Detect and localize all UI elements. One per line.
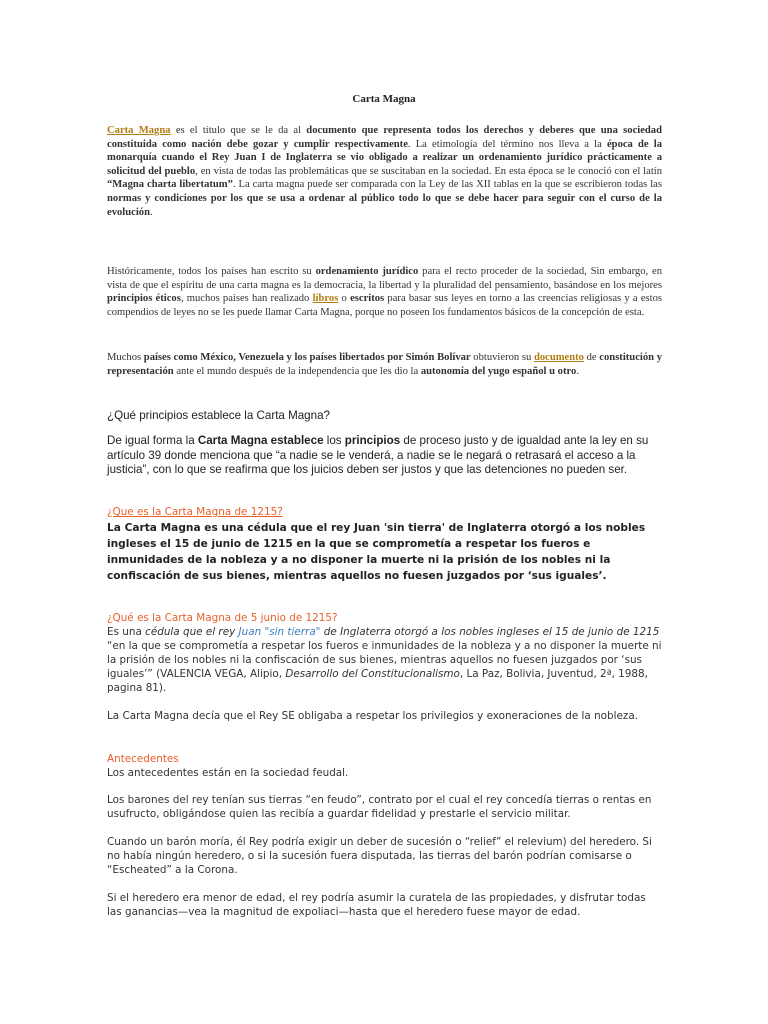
paragraph-muchos-paises: Muchos países como México, Venezuela y los países libertados por Simón Bolívar obtuvieron su documento de constitución y representación ante el mundo después de la independencia que les dio la autonomía del yugo español u otro. [107,352,662,377]
page-title: Carta Magna [352,93,416,105]
question-principios: ¿Qué principios establece la Carta Magna? [107,409,330,422]
paragraph-barones: Los barones del rey tenían sus tierras “en feudo”, contrato por el cual el rey concedía tierras o rentas en usufructo, obligándose quien las recibía a guardar fidelidad y prestarle el servicio militar. [107,794,652,820]
paragraph-cedula: Es una cédula que el rey Juan "sin tierra" de Inglaterra otorgó a los nobles ingleses el 15 de junio de 1215 “en la que se comprometía a respetar los fueros e inmunidades de la nobleza y a no disponer la muerte ni la prisión de los nobles ni la confiscación de sus bienes, mientras aquellos no fuesen juzgados por ‘sus iguales’” (VALENCIA VEGA, Alipio, Desarrollo del Constitucionalismo, La Paz, Bolivia, Juventud, 2ª, 1988, pagina 81). [107,626,662,694]
paragraph-sucesion: Cuando un barón moría, él Rey podría exigir un deber de sucesión o “relief” el relevium) del heredero. Si no había ningún heredero, o si la sucesión fuera disputada, las tierras del barón podrían comisarse o “Escheated” a la Corona. [107,836,652,876]
paragraph-1215: La Carta Magna es una cédula que el rey Juan 'sin tierra' de Inglaterra otorgó a los nobles ingleses el 15 de junio de 1215 en la que se comprometía a respetar los fueros e inmunidades de la nobleza y a no disponer la muerte ni la prisión de los nobles ni la confiscación de sus bienes, mientras aquellos no fuesen juzgados por ‘sus iguales’. [107,522,646,582]
paragraph-historicamente: Históricamente, todos los países han escrito su ordenamiento jurídico para el recto proceder de la sociedad, Sin embargo, en vista de que el espíritu de una carta magna es la democracia, la libertad y la pluralidad del pensamiento, basándose en los mejores principios éticos, muchos países han realizado libros o escritos para basar sus leyes en torno a las creencias religiosas y a estos compendios de leyes no se les puede llamar Carta Magna, porque no poseen los fundamentos básicos de la concepción de esta. [107,266,663,318]
carta-magna-link[interactable]: Carta Magna [107,125,171,136]
heading-5-junio-1215: ¿Qué es la Carta Magna de 5 junio de 1215? [107,612,338,624]
documento-link[interactable]: documento [533,352,584,363]
paragraph-heredero: Si el heredero era menor de edad, el rey podría asumir la curatela de las propiedades, y disfrutar todas las ganancias—vea la magnitud de expoliaci—hasta que el heredero fuese mayor de edad. [107,892,646,918]
heading-que-es-1215-link[interactable]: ¿Que es la Carta Magna de 1215? [107,506,283,518]
paragraph-intro: Carta Magna es el título que se le da al documento que representa todos los derechos y deberes que una sociedad constituida como nación debe gozar y cumplir respectivamente. La etimología del término nos lleva a la época de la monarquía cuando el Rey Juan I de Inglaterra se vio obligado a realizar un ordenamiento jurídico prácticamente a solicitud del pueblo, en vista de todas las problemáticas que se suscitaban en la sociedad. En esta época se le conoció con el latín “Magna charta libertatum”. La carta magna puede ser comparada con la Ley de las XII tablas en la que se escribieron todas las normas y condiciones por los que se usa a ordenar al público todo lo que se debe hacer para seguir con el curso de la evolución. [107,125,663,218]
paragraph-principios: De igual forma la Carta Magna establece los principios de proceso justo y de igualdad ante la ley en su artículo 39 donde menciona que “a nadie se le venderá, a nadie se le negará o retrasará el acceso a la justicia”, con lo que se reafirma que los juicios deben ser justos y que las detenciones no pueden ser. [107,434,649,477]
juan-sin-tierra-link[interactable]: Juan "sin tierra" [238,626,321,638]
heading-antecedentes: Antecedentes [107,753,179,765]
paragraph-sociedad-feudal: Los antecedentes están en la sociedad feudal. [107,767,349,779]
paragraph-privilegios: La Carta Magna decía que el Rey SE obligaba a respetar los privilegios y exoneraciones de la nobleza. [107,710,639,722]
libros-link[interactable]: libros [312,293,339,305]
